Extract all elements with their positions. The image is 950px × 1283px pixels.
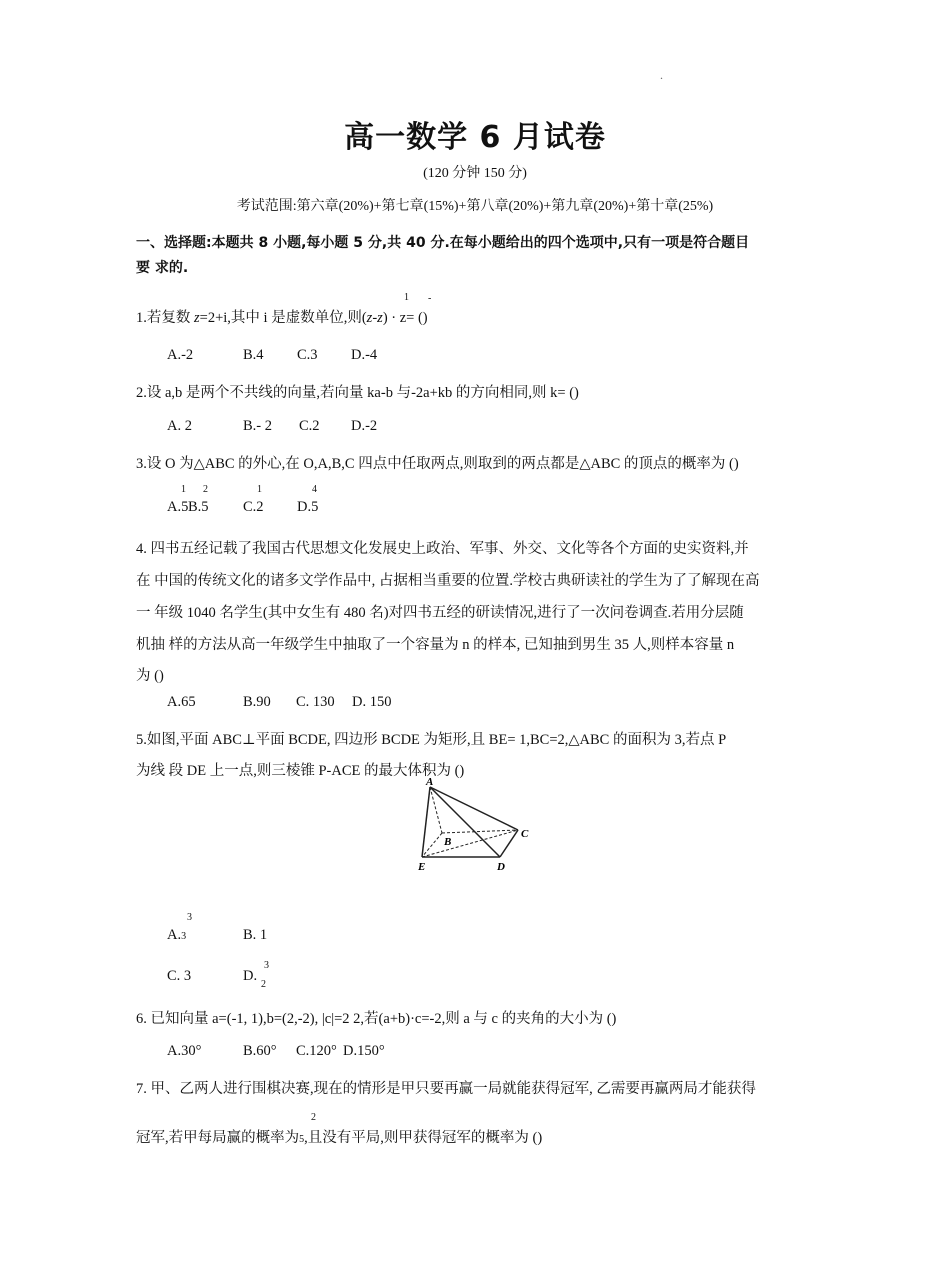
question-2: 2.设 a,b 是两个不共线的向量,若向量 ka-b 与-2a+kb 的方向相同,则 k= () [136,385,579,401]
q3-option-c: C.2 [243,499,264,515]
q6-option-c: C.120° [296,1043,337,1059]
page-title: 高一数学 6 月试卷 [344,120,606,155]
question-3: 3.设 O 为△ABC 的外心,在 O,A,B,C 四点中任取两点,则取到的两点都是△ABC 的顶点的概率为 () [136,456,739,472]
section-heading-line2: 要 求的. [136,260,189,276]
q7-fraction-numerator: 2 [311,1112,316,1123]
q3-option-d: D.5 [297,499,319,515]
q6-option-d: D.150° [343,1043,385,1059]
question-4-line2: 在 中国的传统文化的诸多文学作品中, 占据相当重要的位置.学校古典研读社的学生为了了解现在高 [136,573,760,589]
q4-option-a: A.65 [167,694,196,710]
q1-option-a: A.-2 [167,347,194,363]
q4-option-c: C. 130 [296,694,335,710]
pyramid-figure [412,775,542,875]
q2-option-a: A. 2 [167,418,192,434]
question-4-line3: 一 年级 1040 名学生(其中女生有 480 名)对四书五经的研读情况,进行了一次问卷调查.若用分层随 [136,605,744,621]
question-5-line2: 为线 段 DE 上一点,则三棱锥 P-ACE 的最大体积为 () [136,763,465,779]
question-5-line1: 5.如图,平面 ABC⊥平面 BCDE, 四边形 BCDE 为矩形,且 BE= 1,BC=2,△ABC 的面积为 3,若点 P [136,732,727,748]
exam-range: 考试范围:第六章(20%)+第七章(15%)+第八章(20%)+第九章(20%)+第十章(25%) [236,199,714,214]
label-a: A [426,776,434,788]
question-4-line4: 机抽 样的方法从高一年级学生中抽取了一个容量为 n 的样本, 已知抽到男生 35 人,则样本容量 n [136,637,735,653]
question-4-line1: 4. 四书五经记载了我国古代思想文化发展史上政治、军事、外交、文化等各个方面的史实资料,并 [136,541,749,557]
q5-option-c: C. 3 [167,968,192,984]
label-c: C [521,828,529,840]
page-dot: . [660,68,663,82]
q4-option-b: B.90 [243,694,271,710]
question-4-line5: 为 () [136,668,164,684]
section-heading-line1: 一、选择题:本题共 8 小题,每小题 5 分,共 40 分.在每小题给出的四个选项中,只有一项是符合题目 [136,235,750,251]
edge-ac [430,787,518,830]
q5-a-numerator: 3 [187,912,192,923]
q2-option-d: D.-2 [351,418,378,434]
label-d: D [497,861,505,873]
q5-option-d: D. [243,968,258,984]
question-7-line1: 7. 甲、乙两人进行围棋决赛,现在的情形是甲只要再赢一局就能获得冠军, 乙需要再赢两局才能获得 [136,1081,756,1097]
label-b: B [444,836,452,848]
q1-conjugate-bar: - [428,293,432,304]
q3-option-b: B.5 [188,499,209,515]
exam-duration: (120 分钟 150 分) [423,166,527,181]
question-6: 6. 已知向量 a=(-1, 1),b=(2,-2), |c|=2 2,若(a+b)·c=-2,则 a 与 c 的夹角的大小为 () [136,1011,617,1027]
edge-dc [500,830,518,857]
q3-c-numerator: 1 [257,484,262,495]
q4-option-d: D. 150 [352,694,392,710]
edge-ad [430,787,500,857]
edge-bc-hidden [442,830,518,833]
q3-a-numerator: 1 [181,484,186,495]
q2-option-c: C.2 [299,418,320,434]
q5-d-numerator: 3 [264,960,269,971]
edge-ae [422,787,430,857]
q1-fraction-numerator: 1 [404,292,409,303]
q6-option-b: B.60° [243,1043,277,1059]
q1-option-c: C.3 [297,347,318,363]
question-7-line2: 冠军,若甲每局赢的概率为5,且没有平局,则甲获得冠军的概率为 () [136,1130,543,1146]
q5-option-a: A.3 [167,927,187,943]
label-e: E [418,861,426,873]
q5-option-b: B. 1 [243,927,268,943]
q1-option-b: B.4 [243,347,264,363]
q2-option-b: B.- 2 [243,418,272,434]
q5-d-denominator: 2 [261,979,266,990]
q1-option-d: D.-4 [351,347,378,363]
question-1: 1.若复数 z=2+i,其中 i 是虚数单位,则(z-z) · z= () [136,310,428,326]
q3-option-a: A.5 [167,499,189,515]
q6-option-a: A.30° [167,1043,202,1059]
q3-b-numerator: 2 [203,484,208,495]
q3-d-numerator: 4 [312,484,317,495]
